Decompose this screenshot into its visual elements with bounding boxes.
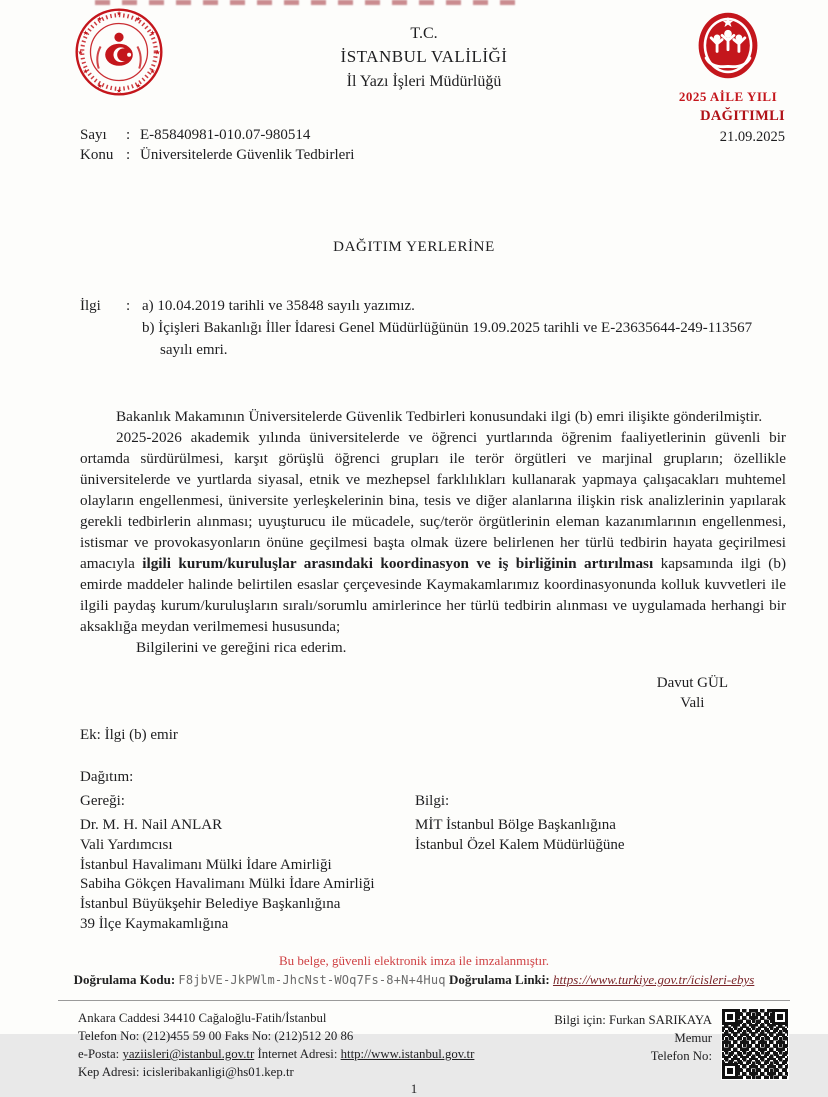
- svg-text:★: ★: [116, 87, 122, 95]
- verification-link[interactable]: https://www.turkiye.gov.tr/icisleri-ebys: [552, 972, 755, 988]
- footer-bilgi-icin: Bilgi için: Furkan SARIKAYA: [554, 1012, 712, 1027]
- svg-text:★: ★: [77, 49, 84, 57]
- geregi-item: Dr. M. H. Nail ANLAR: [80, 816, 223, 833]
- svg-text:★: ★: [154, 49, 161, 57]
- distribution-bilgi-column: [415, 792, 828, 935]
- letter-date: 21.09.2025: [719, 128, 785, 145]
- ilgi-item-b: b) İçişleri Bakanlığı İller İdaresi Genel Müdürlüğünün 19.09.2025 tarihli ve E-23635644-249-113567 sayılı emri.: [142, 319, 753, 358]
- distribution-label: Dağıtım:: [80, 769, 134, 786]
- verification-code: F8jbVE-JkPWlm-JhcNst-WOq7Fs-8+N+4Huq: [178, 973, 446, 988]
- sayi-row: [80, 125, 354, 145]
- ilgi-section: [80, 296, 768, 361]
- geregi-label: Gereği:: [80, 793, 125, 810]
- geregi-item: 39 İlçe Kaymakamlığına: [80, 915, 229, 932]
- ilgi-label: İlgi: [80, 298, 101, 314]
- letterhead: [0, 0, 828, 105]
- family-year-logo: [668, 6, 788, 105]
- svg-text:★: ★: [135, 15, 142, 23]
- paragraph-1: Bakanlık Makamının Üniversitelerde Güvenlik Tedbirleri konusundaki ilgi (b) emri ilişikte gönderilmiştir.: [116, 408, 763, 426]
- svg-text:★: ★: [149, 68, 156, 76]
- meta-left: [80, 125, 354, 166]
- distribution-section: [80, 768, 828, 934]
- family-year-logo-icon: [686, 6, 770, 90]
- letterhead-dept: İl Yazı İşleri Müdürlüğü: [346, 72, 502, 90]
- signer-name: Davut GÜL: [656, 674, 728, 691]
- esign-section: [0, 951, 828, 990]
- dagitimli-stamp: DAĞITIMLI: [700, 108, 785, 124]
- verification-code-label: Doğrulama Kodu:: [73, 972, 176, 988]
- bilgi-item: MİT İstanbul Bölge Başkanlığına: [415, 816, 616, 833]
- page-footer: [78, 1009, 788, 1082]
- qr-finder-icon: [722, 1063, 738, 1079]
- footer-contact-block: [78, 1009, 554, 1082]
- sayi-value: E-85840981-010.07-980514: [140, 127, 311, 143]
- recipient-heading: DAĞITIM YERLERİNE: [333, 239, 495, 255]
- geregi-item: Vali Yardımcısı: [80, 836, 173, 853]
- footer-phone: Telefon No: (212)455 59 00 Faks No: (212)512 20 86: [78, 1028, 354, 1043]
- letterhead-tc: T.C.: [410, 25, 438, 42]
- signer-title: Vali: [680, 695, 705, 712]
- qr-finder-icon: [722, 1009, 738, 1025]
- meta-right: [700, 107, 785, 147]
- internet-link[interactable]: http://www.istanbul.gov.tr: [340, 1047, 475, 1062]
- distribution-geregi-column: [80, 792, 415, 935]
- ministry-seal-icon: [58, 6, 180, 98]
- svg-text:★: ★: [96, 15, 103, 23]
- letter-body: [80, 407, 786, 659]
- ilgi-item-a: a) 10.04.2019 tarihli ve 35848 sayılı yazımız.: [142, 298, 415, 314]
- verification-link-label: Doğrulama Linki:: [448, 972, 550, 988]
- konu-row: [80, 145, 354, 165]
- paragraph-2-emphasis: ilgili kurum/kuruluşlar arasındaki koordinasyon ve iş birliğinin artırılması: [142, 555, 654, 573]
- scan-artifact-top: [95, 0, 525, 5]
- bilgi-item: İstanbul Özel Kalem Müdürlüğüne: [415, 836, 625, 853]
- footer-divider: [58, 1000, 790, 1001]
- svg-text:★: ★: [149, 29, 156, 37]
- geregi-item: Sabiha Gökçen Havalimanı Mülki İdare Amirliği: [80, 876, 375, 893]
- footer-officer-title: Memur: [674, 1030, 712, 1045]
- esign-notice: Bu belge, güvenli elektronik imza ile imzalanmıştır.: [278, 952, 550, 968]
- geregi-item: İstanbul Büyükşehir Belediye Başkanlığına: [80, 896, 341, 913]
- eposta-link[interactable]: yaziisleri@istanbul.gov.tr: [122, 1047, 255, 1062]
- sayi-label: Sayı: [80, 127, 107, 143]
- esign-verification-line: [0, 970, 828, 990]
- bilgi-label: Bilgi:: [415, 793, 450, 810]
- footer-links-line: [78, 1045, 554, 1063]
- svg-text:★: ★: [96, 82, 103, 90]
- eposta-label: e-Posta:: [78, 1047, 120, 1062]
- attachment-line: Ek: İlgi (b) emir: [80, 727, 178, 744]
- svg-text:★: ★: [135, 82, 142, 90]
- footer-officer-block: [554, 1009, 712, 1082]
- ilgi-items: [142, 296, 768, 361]
- letterhead-org: İSTANBUL VALİLİĞİ: [340, 47, 508, 67]
- paragraph-2-lead: 2025-2026 akademik yılında üniversitelerde ve öğrenci yurtlarında öğrenim faaliyetlerinin güvenli bir ortamda sürdürülmesi, karşıt görüşlü öğrenci grupları ile terör örgütleri ve marjinal grupların; özellikle üniversitelerde ve yurtlarda siyasal, etnik ve mezhepsel farklılıkları kullanarak yapmaya çalışacakları muhtemel olayların engellenmesi, üniversite yerleşkelerinin bina, tesis ve diğer alanlarına ilişkin risk analizlerinin yapılarak gerekli tedbirlerin alınması; uyuşturucu ile mücadele, suç/terör örgütlerinin eleman kazanımlarının engellenmesi, istismar ve provokasyonların önüne geçilmesi başta olmak üzere belirlenen her türlü tedbirin hayata geçirilmesi amacıyla: [80, 429, 786, 573]
- footer-officer-phone: Telefon No:: [650, 1049, 712, 1064]
- geregi-item: İstanbul Havalimanı Mülki İdare Amirliği: [80, 856, 332, 873]
- footer-kep: Kep Adresi: icisleribakanligi@hs01.kep.tr: [78, 1065, 294, 1080]
- svg-text:★: ★: [82, 29, 89, 37]
- konu-label: Konu: [80, 147, 114, 164]
- paragraph-2-tail: kapsamında ilgi (b) emirde maddeler halinde belirtilen esaslar çerçevesinde Kaymakamlarımız koordinasyonunda kolluk kuvvetleri ile ilgili paydaş kurum/kuruluşların sıralı/sorumlu amirlerince her türlü tedbirin alınması ve uygulamada herhangi bir aksaklığa meydan verilmemesi hususunda;: [80, 555, 786, 635]
- ilgi-colon: :: [126, 298, 131, 314]
- konu-value: Üniversitelerde Güvenlik Tedbirleri: [140, 147, 355, 164]
- signature-block: [0, 673, 728, 714]
- letterhead-titles: [180, 6, 668, 93]
- page-number: 1: [410, 1081, 418, 1097]
- qr-finder-icon: [772, 1009, 788, 1025]
- qr-code: [722, 1009, 788, 1079]
- konu-colon: :: [126, 147, 131, 164]
- letter-meta: [80, 107, 785, 173]
- footer-address: Ankara Caddesi 34410 Cağaloğlu-Fatih/İstanbul: [78, 1010, 327, 1025]
- svg-text:★: ★: [82, 68, 89, 76]
- sayi-colon: :: [126, 127, 131, 143]
- paragraph-2: [80, 428, 786, 638]
- internet-label: İnternet Adresi:: [257, 1047, 338, 1062]
- svg-text:★: ★: [116, 10, 122, 18]
- closing-line: Bilgilerini ve gereğini rica ederim.: [136, 638, 347, 656]
- family-year-caption: 2025 AİLE YILI: [678, 89, 778, 104]
